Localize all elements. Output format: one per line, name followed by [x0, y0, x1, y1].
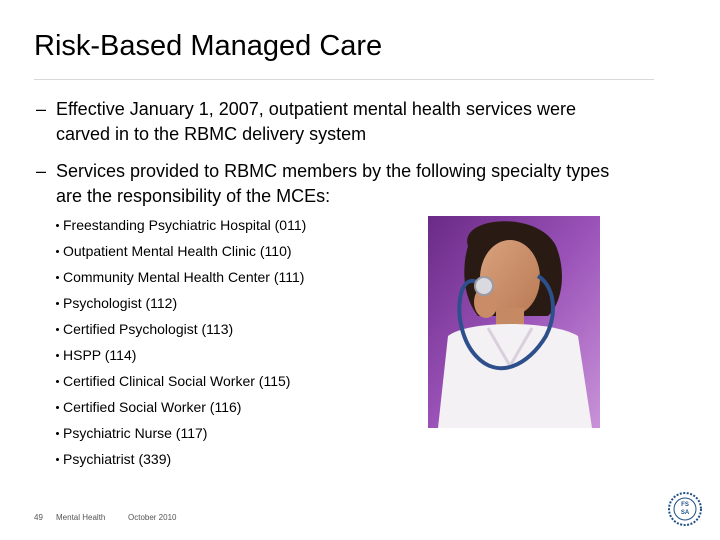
- list-item: Psychiatrist (339): [56, 450, 171, 468]
- bullet-line: Services provided to RBMC members by the following specialty types: [56, 161, 610, 181]
- list-item: Certified Social Worker (116): [56, 398, 241, 416]
- bullet-dot-icon: [56, 302, 59, 305]
- bullet-dot-icon: [56, 380, 59, 383]
- title-divider: [34, 79, 654, 80]
- bullet-dot-icon: [56, 224, 59, 227]
- white-coat-shape: [438, 324, 592, 428]
- bullet-line: Effective January 1, 2007, outpatient mental health services were: [56, 99, 576, 119]
- bullet-dot-icon: [56, 458, 59, 461]
- footer-date: October 2010: [128, 513, 177, 522]
- bullet-line: are the responsibility of the MCEs:: [56, 186, 331, 206]
- list-item: Certified Clinical Social Worker (115): [56, 372, 290, 390]
- list-item: Certified Psychologist (113): [56, 320, 233, 338]
- fssa-logo: [668, 492, 702, 526]
- page-number: 49: [34, 513, 43, 522]
- list-item: Outpatient Mental Health Clinic (110): [56, 242, 292, 260]
- clinician-illustration: [428, 216, 600, 428]
- logo-letters-top: FS: [681, 502, 689, 508]
- dash-bullet: –: [36, 161, 47, 181]
- bullet-line: carved in to the RBMC delivery system: [56, 124, 367, 144]
- list-item: Community Mental Health Center (111): [56, 268, 304, 286]
- fssa-seal-icon: [668, 492, 702, 526]
- clinician-photo: [428, 216, 600, 428]
- list-item: HSPP (114): [56, 346, 136, 364]
- bullet-dot-icon: [56, 250, 59, 253]
- bullet-effective-date: [56, 97, 696, 147]
- list-item: Psychologist (112): [56, 294, 177, 312]
- list-item: Psychiatric Nurse (117): [56, 424, 207, 442]
- list-item: Freestanding Psychiatric Hospital (011): [56, 216, 306, 234]
- bullet-dot-icon: [56, 276, 59, 279]
- logo-letters-bottom: SA: [680, 510, 690, 516]
- slide-title: Risk-Based Managed Care: [34, 30, 383, 62]
- bullet-dot-icon: [56, 354, 59, 357]
- stethoscope-chestpiece: [475, 277, 493, 295]
- bullet-dot-icon: [56, 328, 59, 331]
- bullet-services: [56, 159, 696, 209]
- footer-section: Mental Health: [56, 513, 106, 522]
- dash-bullet: –: [36, 99, 47, 119]
- bullet-dot-icon: [56, 406, 59, 409]
- bullet-dot-icon: [56, 432, 59, 435]
